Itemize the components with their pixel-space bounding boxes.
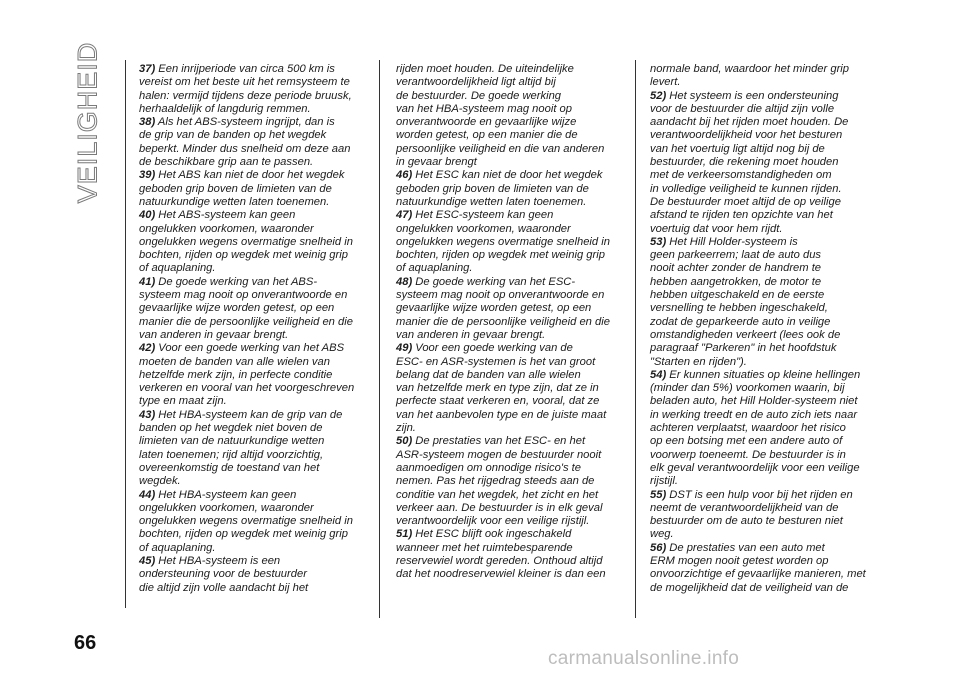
- text-line: [139, 103, 371, 116]
- text-line: [650, 316, 882, 329]
- line-text: ongelukken voorkomen, waaronder: [396, 222, 571, 235]
- line-text: Het HBA-systeem kan geen: [158, 488, 297, 501]
- line-text: ASR-systeem mogen de bestuurder nooit: [396, 448, 602, 461]
- line-text: herhaaldelijk of langdurig remmen.: [139, 102, 311, 115]
- line-text: natuurkundige wetten laten toenemen.: [139, 195, 330, 208]
- line-text: dat het noodreservewiel kleiner is dan een: [396, 568, 606, 581]
- line-text: De goede werking van het ABS-: [158, 275, 318, 288]
- text-line: [139, 356, 371, 369]
- line-text: van anderen in gevaar brengt.: [139, 328, 289, 341]
- text-line: [650, 289, 882, 302]
- line-text: Het HBA-systeem kan de grip van de: [158, 408, 343, 421]
- line-text: verkeren en vooral van het voorgeschreven: [139, 382, 355, 395]
- text-line: [396, 395, 628, 408]
- text-line: [139, 90, 371, 103]
- text-line: [650, 449, 882, 462]
- line-text: overeenkomstig de toestand van het: [139, 461, 320, 474]
- text-line: [396, 196, 628, 209]
- line-text: "Starten en rijden").: [650, 355, 747, 368]
- text-line: [650, 143, 882, 156]
- line-text: conditie van het wegdek, het zicht en het: [396, 488, 599, 501]
- text-line: [139, 143, 371, 156]
- text-line: [396, 422, 628, 435]
- line-text: halen: vermijd tijdens deze periode bruusk,: [139, 89, 352, 102]
- section-title: [58, 41, 118, 203]
- text-line: [139, 542, 371, 555]
- text-line: [396, 369, 628, 382]
- text-column-2: [396, 63, 628, 582]
- line-text: Een inrijperiode van circa 500 km is: [158, 63, 335, 75]
- text-line: [396, 249, 628, 262]
- line-text: ongelukken wegens overmatige snelheid in: [396, 235, 610, 248]
- text-line: [139, 276, 371, 289]
- line-text: (minder dan 5%) voorkomen waarin, bij: [650, 382, 845, 395]
- text-line: [396, 156, 628, 169]
- text-line: [396, 502, 628, 515]
- text-line: [396, 449, 628, 462]
- text-line: [139, 568, 371, 581]
- line-text: geboden grip boven de limieten van de: [139, 182, 332, 195]
- text-line: [650, 236, 882, 249]
- text-line: [396, 63, 628, 76]
- line-text: reservewiel wordt gereden. Onthoud altijd: [396, 554, 603, 567]
- text-line: [396, 76, 628, 89]
- note-number: 55): [650, 488, 667, 501]
- line-text: persoonlijke veiligheid en die van anderen: [396, 142, 605, 155]
- line-text: manier die de persoonlijke veiligheid en die: [396, 315, 610, 328]
- text-line: [650, 262, 882, 275]
- line-text: ongelukken voorkomen, waaronder: [139, 222, 314, 235]
- text-line: [139, 262, 371, 275]
- line-text: afstand te rijden ten opzichte van het: [650, 209, 833, 222]
- line-text: voertuig dat voor hem rijdt.: [650, 222, 783, 235]
- line-text: bestuurder, die rekening moet houden: [650, 156, 839, 169]
- line-text: of aquaplaning.: [139, 262, 216, 275]
- text-line: [396, 289, 628, 302]
- text-line: [396, 236, 628, 249]
- line-text: rijden moet houden. De uiteindelijke: [396, 63, 574, 75]
- line-text: DST is een hulp voor bij het rijden en: [669, 488, 853, 501]
- line-text: op een botsing met een andere auto of: [650, 435, 843, 448]
- line-text: met de verkeersomstandigheden om: [650, 169, 832, 182]
- text-line: [650, 515, 882, 528]
- text-line: [396, 342, 628, 355]
- text-line: [650, 395, 882, 408]
- line-text: verantwoordelijkheid voor het besturen: [650, 129, 843, 142]
- text-line: [396, 116, 628, 129]
- line-text: achteren verplaatst, waardoor het risico: [650, 422, 846, 435]
- line-text: Het ESC kan niet de door het wegdek: [415, 169, 603, 182]
- note-number: 56): [650, 541, 667, 554]
- line-text: de grip van de banden op het wegdek: [139, 129, 327, 142]
- note-number: 40): [139, 209, 156, 222]
- text-line: [396, 435, 628, 448]
- text-column-1: [139, 63, 371, 595]
- line-text: Het Hill Holder-systeem is: [669, 235, 798, 248]
- line-text: weg.: [650, 528, 674, 541]
- line-text: verkeer aan. De bestuurder is in elk geval: [396, 501, 603, 514]
- text-line: [396, 356, 628, 369]
- line-text: limieten van de natuurkundige wetten: [139, 435, 325, 448]
- text-line: [396, 528, 628, 541]
- text-line: [139, 382, 371, 395]
- text-line: [650, 276, 882, 289]
- text-line: [396, 262, 628, 275]
- line-text: normale band, waardoor het minder grip: [650, 63, 849, 75]
- line-text: de bestuurder. De goede werking: [396, 89, 562, 102]
- text-line: [650, 542, 882, 555]
- text-line: [139, 475, 371, 488]
- line-text: paragraaf "Parkeren" in het hoofdstuk: [650, 342, 837, 355]
- text-line: [650, 382, 882, 395]
- text-line: [139, 196, 371, 209]
- text-line: [396, 542, 628, 555]
- line-text: moeten de banden van alle wielen van: [139, 355, 330, 368]
- text-line: [650, 209, 882, 222]
- page-number: 66: [74, 632, 97, 654]
- line-text: van het HBA-systeem mag nooit op: [396, 102, 572, 115]
- text-line: [650, 582, 882, 595]
- text-line: [650, 502, 882, 515]
- text-line: [396, 568, 628, 581]
- line-text: nooit achter zonder de handrem te: [650, 262, 822, 275]
- line-text: geen parkeerrem; laat de auto dus: [650, 249, 822, 262]
- line-text: van het aanbevolen type en de juiste maat: [396, 408, 607, 421]
- line-text: in werking treedt en de auto zich iets naar: [650, 408, 858, 421]
- line-text: beperkt. Minder dus snelheid om deze aan: [139, 142, 351, 155]
- line-text: De prestaties van het ESC- en het: [415, 435, 586, 448]
- text-line: [650, 435, 882, 448]
- line-text: de beschikbare grip aan te passen.: [139, 156, 314, 169]
- line-text: banden op het wegdek niet boven de: [139, 422, 323, 435]
- text-line: [139, 116, 371, 129]
- text-line: [650, 568, 882, 581]
- line-text: wanneer met het ruimtebesparende: [396, 541, 573, 554]
- text-line: [396, 129, 628, 142]
- text-line: [650, 90, 882, 103]
- text-line: [139, 183, 371, 196]
- line-text: Het systeem is een ondersteuning: [669, 89, 839, 102]
- line-text: van anderen in gevaar brengt.: [396, 328, 546, 341]
- text-line: [650, 169, 882, 182]
- line-text: worden getest, op een manier die de: [396, 129, 578, 142]
- line-text: de mogelijkheid dat de veiligheid van de: [650, 581, 849, 594]
- text-line: [396, 382, 628, 395]
- text-line: [396, 329, 628, 342]
- text-line: [396, 302, 628, 315]
- text-line: [396, 316, 628, 329]
- text-line: [139, 395, 371, 408]
- text-line: [139, 249, 371, 262]
- text-line: [139, 502, 371, 515]
- line-text: Voor een goede werking van de: [415, 342, 573, 355]
- text-line: [396, 475, 628, 488]
- line-text: aandacht bij het rijden moet houden. De: [650, 116, 849, 129]
- note-number: 46): [396, 169, 413, 182]
- line-text: levert.: [650, 76, 681, 89]
- column-divider: [635, 60, 636, 618]
- text-line: [139, 289, 371, 302]
- column-divider: [379, 60, 380, 618]
- line-text: in gevaar brengt: [396, 156, 477, 169]
- line-text: omstandigheden verkeert (lees ook de: [650, 328, 841, 341]
- text-line: [650, 329, 882, 342]
- note-number: 39): [139, 169, 156, 182]
- text-line: [650, 196, 882, 209]
- line-text: onvoorzichtige ef gevaarlijke manieren, met: [650, 568, 866, 581]
- note-number: 43): [139, 408, 156, 421]
- line-text: wegdek.: [139, 475, 181, 488]
- line-text: versnelling te hebben ingeschakeld,: [650, 302, 828, 315]
- line-text: natuurkundige wetten laten toenemen.: [396, 195, 587, 208]
- text-line: [650, 63, 882, 76]
- line-text: hebben aangetrokken, de motor te: [650, 275, 822, 288]
- text-line: [139, 156, 371, 169]
- text-line: [650, 528, 882, 541]
- line-text: voor de bestuurder die altijd zijn volle: [650, 102, 835, 115]
- text-line: [396, 223, 628, 236]
- text-line: [139, 63, 371, 76]
- line-text: bochten, rijden op wegdek met weinig grip: [139, 528, 348, 541]
- text-line: [139, 316, 371, 329]
- line-text: manier die de persoonlijke veiligheid en die: [139, 315, 353, 328]
- line-text: Het ESC-systeem kan geen: [415, 209, 554, 222]
- line-text: aanmoedigen om onnodige risico's te: [396, 461, 581, 474]
- text-line: [396, 555, 628, 568]
- note-number: 44): [139, 488, 156, 501]
- text-line: [139, 422, 371, 435]
- line-text: hetzelfde merk zijn, in perfecte conditie: [139, 368, 333, 381]
- note-number: 45): [139, 554, 156, 567]
- line-text: onverantwoorde en gevaarlijke wijze: [396, 116, 577, 129]
- text-line: [396, 169, 628, 182]
- note-number: 47): [396, 209, 413, 222]
- text-line: [396, 462, 628, 475]
- text-line: [650, 422, 882, 435]
- text-line: [139, 236, 371, 249]
- note-number: 48): [396, 275, 413, 288]
- line-text: De goede werking van het ESC-: [415, 275, 576, 288]
- line-text: Het ABS kan niet de door het wegdek: [158, 169, 345, 182]
- text-line: [396, 489, 628, 502]
- text-line: [139, 515, 371, 528]
- note-number: 49): [396, 342, 413, 355]
- line-text: elk geval verantwoordelijk voor een veilige: [650, 461, 860, 474]
- line-text: belang dat de banden van alle wielen: [396, 368, 581, 381]
- text-line: [650, 475, 882, 488]
- text-line: [650, 342, 882, 355]
- text-line: [650, 462, 882, 475]
- line-text: systeem mag nooit op onverantwoorde en: [396, 289, 605, 302]
- note-number: 42): [139, 342, 156, 355]
- watermark: carmanualsonline.info: [548, 648, 740, 669]
- text-line: [139, 369, 371, 382]
- line-text: gevaarlijke wijze worden getest, op een: [139, 302, 335, 315]
- text-line: [139, 462, 371, 475]
- text-line: [650, 409, 882, 422]
- line-text: De prestaties van een auto met: [669, 541, 825, 554]
- text-line: [139, 489, 371, 502]
- line-text: ongelukken voorkomen, waaronder: [139, 501, 314, 514]
- line-text: Als het ABS-systeem ingrijpt, dan is: [157, 116, 335, 129]
- note-number: 38): [139, 116, 156, 129]
- note-number: 54): [650, 368, 667, 381]
- note-number: 50): [396, 435, 413, 448]
- text-line: [650, 223, 882, 236]
- text-line: [139, 555, 371, 568]
- text-line: [650, 249, 882, 262]
- line-text: bochten, rijden op wegdek met weinig grip: [396, 249, 605, 262]
- text-line: [396, 209, 628, 222]
- line-text: ERM mogen nooit getest worden op: [650, 554, 829, 567]
- line-text: rijstijl.: [650, 475, 678, 488]
- line-text: voorwerp toeneemt. De bestuurder is in: [650, 448, 846, 461]
- text-line: [139, 302, 371, 315]
- line-text: zijn.: [396, 422, 416, 435]
- line-text: ongelukken wegens overmatige snelheid in: [139, 235, 353, 248]
- line-text: of aquaplaning.: [139, 541, 216, 554]
- text-line: [650, 489, 882, 502]
- text-line: [650, 103, 882, 116]
- line-text: hebben uitgeschakeld en de eerste: [650, 289, 825, 302]
- line-text: neemt de verantwoordelijkheid van de: [650, 501, 839, 514]
- text-line: [396, 515, 628, 528]
- note-number: 52): [650, 89, 667, 102]
- line-text: Er kunnen situaties op kleine hellingen: [669, 368, 861, 381]
- text-column-3: [650, 63, 882, 595]
- line-text: beladen auto, het Hill Holder-systeem niet: [650, 395, 858, 408]
- line-text: in volledige veiligheid te kunnen rijden.: [650, 182, 842, 195]
- line-text: gevaarlijke wijze worden getest, op een: [396, 302, 592, 315]
- text-line: [139, 409, 371, 422]
- line-text: van hetzelfde merk en type zijn, dat ze in: [396, 382, 599, 395]
- text-line: [139, 342, 371, 355]
- column-divider: [125, 60, 126, 608]
- text-line: [139, 449, 371, 462]
- line-text: vereist om het beste uit het remsysteem te: [139, 76, 350, 89]
- line-text: nemen. Pas het rijgedrag steeds aan de: [396, 475, 595, 488]
- text-line: [396, 409, 628, 422]
- text-line: [650, 555, 882, 568]
- text-line: [139, 76, 371, 89]
- line-text: Het ESC blijft ook ingeschakeld: [415, 528, 572, 541]
- line-text: perfecte staat verkeren en, vooral, dat ze: [396, 395, 600, 408]
- note-number: 37): [139, 63, 156, 75]
- note-number: 51): [396, 528, 413, 541]
- line-text: bestuurder om de auto te besturen niet: [650, 515, 843, 528]
- line-text: die altijd zijn volle aandacht bij het: [139, 581, 309, 594]
- line-text: type en maat zijn.: [139, 395, 227, 408]
- line-text: laten toenemen; rijd altijd voorzichtig,: [139, 448, 324, 461]
- text-line: [396, 90, 628, 103]
- line-text: ondersteuning voor de bestuurder: [139, 568, 307, 581]
- text-line: [396, 276, 628, 289]
- line-text: geboden grip boven de limieten van de: [396, 182, 589, 195]
- text-line: [650, 369, 882, 382]
- line-text: Het HBA-systeem is een: [158, 554, 281, 567]
- text-line: [650, 302, 882, 315]
- text-line: [650, 156, 882, 169]
- text-line: [139, 582, 371, 595]
- line-text: Het ABS-systeem kan geen: [158, 209, 296, 222]
- text-line: [139, 329, 371, 342]
- text-line: [396, 143, 628, 156]
- line-text: zodat de geparkeerde auto in veilige: [650, 315, 831, 328]
- text-line: [396, 103, 628, 116]
- line-text: van het voertuig ligt altijd nog bij de: [650, 142, 825, 155]
- line-text: of aquaplaning.: [396, 262, 473, 275]
- text-line: [650, 76, 882, 89]
- note-number: 41): [139, 275, 156, 288]
- section-title-text: VEILIGHEID: [72, 41, 103, 203]
- text-line: [139, 209, 371, 222]
- text-line: [650, 129, 882, 142]
- line-text: ESC- en ASR-systemen is het van groot: [396, 355, 596, 368]
- text-line: [650, 356, 882, 369]
- line-text: verantwoordelijkheid ligt altijd bij: [396, 76, 556, 89]
- line-text: systeem mag nooit op onverantwoorde en: [139, 289, 348, 302]
- text-line: [139, 223, 371, 236]
- text-line: [650, 116, 882, 129]
- line-text: De bestuurder moet altijd de op veilige: [650, 195, 841, 208]
- text-line: [139, 435, 371, 448]
- text-line: [396, 183, 628, 196]
- text-line: [139, 129, 371, 142]
- line-text: verantwoordelijk voor een veilige rijstijl.: [396, 515, 590, 528]
- note-number: 53): [650, 235, 667, 248]
- line-text: bochten, rijden op wegdek met weinig grip: [139, 249, 348, 262]
- text-line: [650, 183, 882, 196]
- line-text: Voor een goede werking van het ABS: [158, 342, 345, 355]
- line-text: ongelukken wegens overmatige snelheid in: [139, 515, 353, 528]
- text-line: [139, 528, 371, 541]
- text-line: [139, 169, 371, 182]
